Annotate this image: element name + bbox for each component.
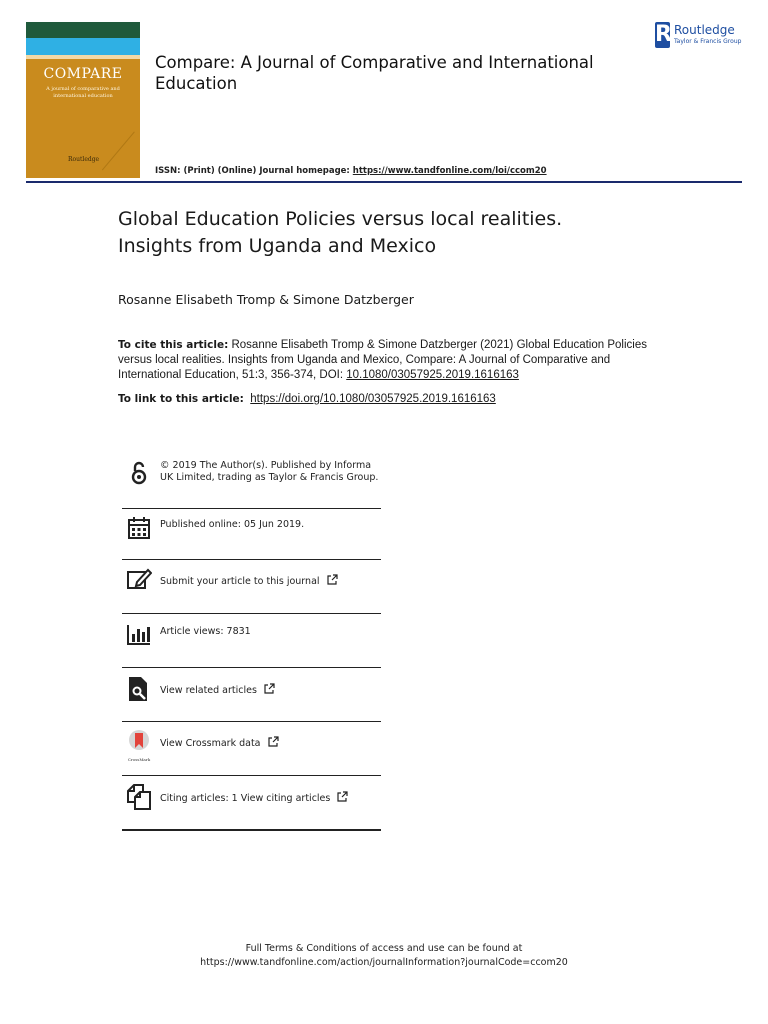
issn-text: ISSN: (Print) (Online) Journal homepage: <box>155 166 353 176</box>
crossmark-row[interactable] <box>122 722 381 776</box>
document-search-icon <box>126 676 152 702</box>
article-title <box>118 206 678 260</box>
cover-title: COMPARE <box>43 66 123 82</box>
crossmark-data-link[interactable]: View Crossmark data <box>160 738 261 749</box>
submit-row[interactable] <box>122 560 381 614</box>
cover-band-green <box>26 22 140 38</box>
journal-title: Compare: A Journal of Comparative and International Education <box>155 53 594 93</box>
terms-footer <box>0 942 768 970</box>
article-link-label: To link to this article: <box>118 393 244 405</box>
journal-homepage-link[interactable]: https://www.tandfonline.com/loi/ccom20 <box>352 166 547 176</box>
external-link-icon <box>337 791 348 802</box>
external-link-icon <box>327 574 338 585</box>
article-authors: Rosanne Elisabeth Tromp & Simone Datzberger <box>118 292 414 307</box>
bar-chart-icon <box>126 622 152 648</box>
terms-footer-line-1: Full Terms & Conditions of access and use can be found at <box>245 943 523 954</box>
copyright-row <box>122 452 381 509</box>
terms-footer-url[interactable]: https://www.tandfonline.com/action/journalInformation?journalCode=ccom20 <box>200 957 568 968</box>
cover-decoration <box>102 131 140 178</box>
published-date-text: Published online: 05 Jun 2019. <box>160 519 305 530</box>
cover-publisher-mark: Routledge <box>68 156 100 163</box>
publisher-logo <box>655 22 741 50</box>
views-row <box>122 614 381 668</box>
external-link-icon <box>264 683 275 694</box>
related-row[interactable] <box>122 668 381 722</box>
citing-articles-icon <box>126 784 152 810</box>
issn-line <box>155 166 547 176</box>
publisher-tagline: Taylor & Francis Group <box>674 38 742 45</box>
article-title-line-1: Global Education Policies versus local realities. <box>118 208 563 230</box>
cover-band-blue <box>26 38 140 55</box>
journal-cover-image <box>26 22 140 178</box>
cover-band-strip <box>26 55 140 59</box>
published-row <box>122 509 381 560</box>
copyright-text: © 2019 The Author(s). Published by Informa UK Limited, trading as Taylor & Francis Group. <box>160 460 379 483</box>
article-link-line <box>118 393 496 405</box>
publisher-name: Routledge <box>674 23 735 37</box>
cover-subtitle: A journal of comparative and international education <box>46 86 120 99</box>
crossmark-caption: CrossMark <box>127 757 151 762</box>
crossmark-icon <box>128 729 150 753</box>
article-doi-url-link[interactable]: https://doi.org/10.1080/03057925.2019.1616163 <box>250 393 496 405</box>
article-title-line-2: Insights from Uganda and Mexico <box>118 235 437 257</box>
header-divider <box>26 181 742 183</box>
citation-block <box>118 338 658 383</box>
article-views-text: Article views: 7831 <box>160 626 251 637</box>
citation-text: Rosanne Elisabeth Tromp & Simone Datzberger (2021) Global Education Policies versus local realities. Insights from Uganda and Mexico, Compare: A Journal of Comparative and International Education, 51:3, 356-374, DOI: <box>118 339 647 381</box>
calendar-icon <box>126 515 152 541</box>
edit-icon <box>126 567 152 593</box>
external-link-icon <box>268 736 279 747</box>
routledge-r-icon: R <box>655 22 672 47</box>
article-info-panel <box>122 452 381 831</box>
doi-link[interactable]: 10.1080/03057925.2019.1616163 <box>346 369 519 381</box>
citing-articles-link[interactable]: Citing articles: 1 View citing articles <box>160 793 331 804</box>
citation-label: To cite this article: <box>118 339 229 351</box>
open-access-icon <box>126 460 152 486</box>
related-articles-link[interactable]: View related articles <box>160 685 257 696</box>
submit-article-link[interactable]: Submit your article to this journal <box>160 576 320 587</box>
citing-row[interactable] <box>122 776 381 831</box>
